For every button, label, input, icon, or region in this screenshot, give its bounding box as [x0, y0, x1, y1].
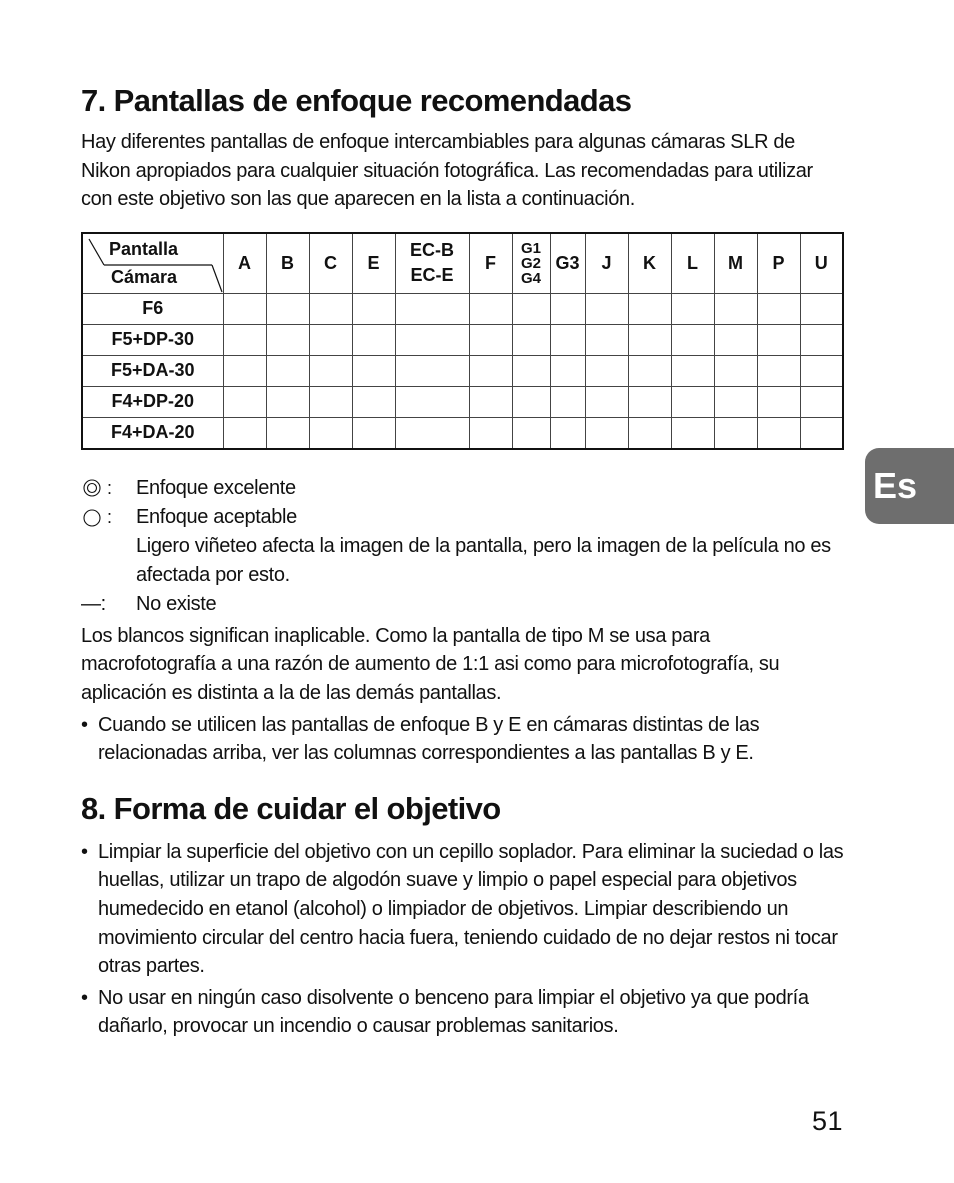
table-cell: [352, 386, 395, 417]
table-cell: [714, 324, 757, 355]
table-cell: [628, 355, 671, 386]
table-cell: [800, 324, 843, 355]
table-cell: [628, 417, 671, 449]
list-item: [81, 984, 844, 1041]
column-header-e: E: [352, 233, 395, 294]
legend-acceptable-text: Enfoque aceptable: [136, 505, 297, 528]
svg-text::: :: [107, 478, 112, 499]
column-header-c: C: [309, 233, 352, 294]
table-cell: [585, 355, 628, 386]
legend-acceptable-note: Ligero viñeteo afecta la imagen de la pantalla, pero la imagen de la película no es afectada por esto.: [136, 534, 831, 586]
table-cell: [800, 355, 843, 386]
page-number: 51: [812, 1106, 844, 1136]
column-header-u: U: [800, 233, 843, 294]
section-8-title: 8. Forma de cuidar el objetivo: [81, 790, 501, 826]
table-cell: [628, 324, 671, 355]
table-cell: [512, 386, 550, 417]
table-cell: [714, 355, 757, 386]
table-cell: [395, 324, 469, 355]
table-cell: [352, 324, 395, 355]
row-label-camera: F5+DP-30: [82, 324, 223, 355]
column-header-a: A: [223, 233, 266, 294]
table-legend: [81, 474, 844, 619]
row-label-camera: F6: [82, 293, 223, 324]
column-header-m: M: [714, 233, 757, 294]
column-header-k: K: [628, 233, 671, 294]
table-cell: [352, 417, 395, 449]
table-cell: [800, 417, 843, 449]
table-cell: [469, 293, 512, 324]
legend-acceptable: [81, 503, 844, 532]
list-item: [81, 838, 844, 981]
table-header-row: [82, 233, 843, 294]
table-cell: [800, 386, 843, 417]
table-cell: [469, 324, 512, 355]
list-item-text: Limpiar la superficie del objetivo con un cepillo soplador. Para eliminar la suciedad o las huellas, utilizar un trapo de algodón suave y limpio o papel especial para objetivos humedecido en etanol (alcohol) o limpiador de objetivos. Limpiar describiendo un movimiento circular del centro hacia fuera, teniendo cuidado de no dejar restos ni tocar otras partes.: [98, 840, 844, 978]
list-item-text: Cuando se utilicen las pantallas de enfoque B y E en cámaras distintas de las relacionadas arriba, ver las columnas correspondientes a las pantallas B y E.: [98, 713, 760, 765]
table-row: [82, 417, 843, 449]
table-cell: [395, 386, 469, 417]
bullet-dot: •: [81, 986, 88, 1009]
column-header-f: F: [469, 233, 512, 294]
column-header-g: [512, 233, 550, 294]
legend-excellent: [81, 474, 844, 503]
dash-symbol: —:: [81, 592, 106, 615]
table-cell: [352, 355, 395, 386]
table-cell: [585, 324, 628, 355]
column-header-j: J: [585, 233, 628, 294]
table-cell: [266, 324, 309, 355]
column-header-ec: [395, 233, 469, 294]
table-row: [82, 324, 843, 355]
column-header-g3: G3: [550, 233, 585, 294]
list-item: [81, 711, 844, 768]
table-cell: [714, 417, 757, 449]
table-cell: [512, 417, 550, 449]
table-cell: [395, 293, 469, 324]
language-tab: Es: [865, 448, 954, 524]
table-cell: [585, 417, 628, 449]
table-cell: [266, 293, 309, 324]
table-cell: [585, 293, 628, 324]
table-cell: [309, 386, 352, 417]
table-cell: [550, 293, 585, 324]
table-cell: [309, 324, 352, 355]
table-cell: [223, 386, 266, 417]
row-label-camera: F4+DP-20: [82, 386, 223, 417]
table-cell: [800, 293, 843, 324]
table-cell: [671, 355, 714, 386]
table-cell: [266, 417, 309, 449]
table-cell: [585, 386, 628, 417]
double-circle-icon: [81, 474, 136, 503]
row-label-camera: F5+DA-30: [82, 355, 223, 386]
table-cell: [223, 417, 266, 449]
column-header-g2: G2: [520, 254, 541, 272]
column-header-ec-b: EC-B: [410, 240, 454, 261]
legend-excellent-text: Enfoque excelente: [136, 476, 296, 499]
table-row: [82, 355, 843, 386]
legend-none-text: No existe: [136, 592, 217, 615]
column-header-ec-e: EC-E: [410, 265, 454, 286]
table-cell: [671, 324, 714, 355]
table-cell: [395, 355, 469, 386]
bullet-dot: •: [81, 840, 88, 863]
table-cell: [671, 417, 714, 449]
manual-page: [81, 80, 844, 1041]
row-label-camera: F4+DA-20: [82, 417, 223, 449]
table-cell: [223, 293, 266, 324]
table-cell: [469, 417, 512, 449]
table-cell: [714, 386, 757, 417]
table-cell: [671, 293, 714, 324]
corner-label-camera: Cámara: [111, 266, 178, 287]
column-header-p: P: [757, 233, 800, 294]
circle-icon: [81, 503, 136, 532]
table-cell: [395, 417, 469, 449]
table-cell: [469, 355, 512, 386]
column-header-g1: G1: [520, 239, 541, 257]
table-cell: [550, 355, 585, 386]
section-7-title: 7. Pantallas de enfoque recomendadas: [81, 83, 632, 118]
table-cell: [309, 293, 352, 324]
section-7-intro: Hay diferentes pantallas de enfoque intercambiables para algunas cámaras SLR de Nikon apropiados para cualquier situación fotográfica. Las recomendadas para utilizar con este objetivo son las que aparecen en la lista a continuación.: [81, 131, 813, 211]
table-cell: [757, 417, 800, 449]
table-cell: [266, 355, 309, 386]
blanks-note: Los blancos significan inaplicable. Como la pantalla de tipo M se usa para macrofotografía a una razón de aumento de 1:1 asi como para microfotografía, su aplicación es distinta a la de las demás pantallas.: [81, 624, 780, 704]
table-cell: [757, 324, 800, 355]
table-cell: [223, 355, 266, 386]
table-cell: [628, 386, 671, 417]
table-cell: [550, 386, 585, 417]
column-header-l: L: [671, 233, 714, 294]
table-cell: [266, 386, 309, 417]
table-row: [82, 293, 843, 324]
table-cell: [309, 417, 352, 449]
svg-text::: :: [107, 507, 112, 528]
column-header-g4: G4: [520, 269, 541, 287]
table-cell: [628, 293, 671, 324]
focusing-screen-table: [81, 232, 844, 450]
table-cell: [223, 324, 266, 355]
table-cell: [512, 324, 550, 355]
table-cell: [671, 386, 714, 417]
table-cell: [757, 355, 800, 386]
table-cell: [512, 355, 550, 386]
table-cell: [550, 417, 585, 449]
bullet-dot: •: [81, 713, 88, 736]
table-cell: [469, 386, 512, 417]
list-item-text: No usar en ningún caso disolvente o benceno para limpiar el objetivo ya que podría dañarlo, provocar un incendio o causar problemas sanitarios.: [98, 986, 809, 1038]
legend-none: [81, 590, 844, 619]
table-cell: [550, 324, 585, 355]
column-header-b: B: [266, 233, 309, 294]
table-cell: [757, 293, 800, 324]
table-cell: [352, 293, 395, 324]
table-cell: [512, 293, 550, 324]
corner-label-screen: Pantalla: [109, 238, 179, 259]
table-row: [82, 386, 843, 417]
table-cell: [757, 386, 800, 417]
table-cell: [309, 355, 352, 386]
table-corner-cell: [82, 233, 223, 294]
table-cell: [714, 293, 757, 324]
